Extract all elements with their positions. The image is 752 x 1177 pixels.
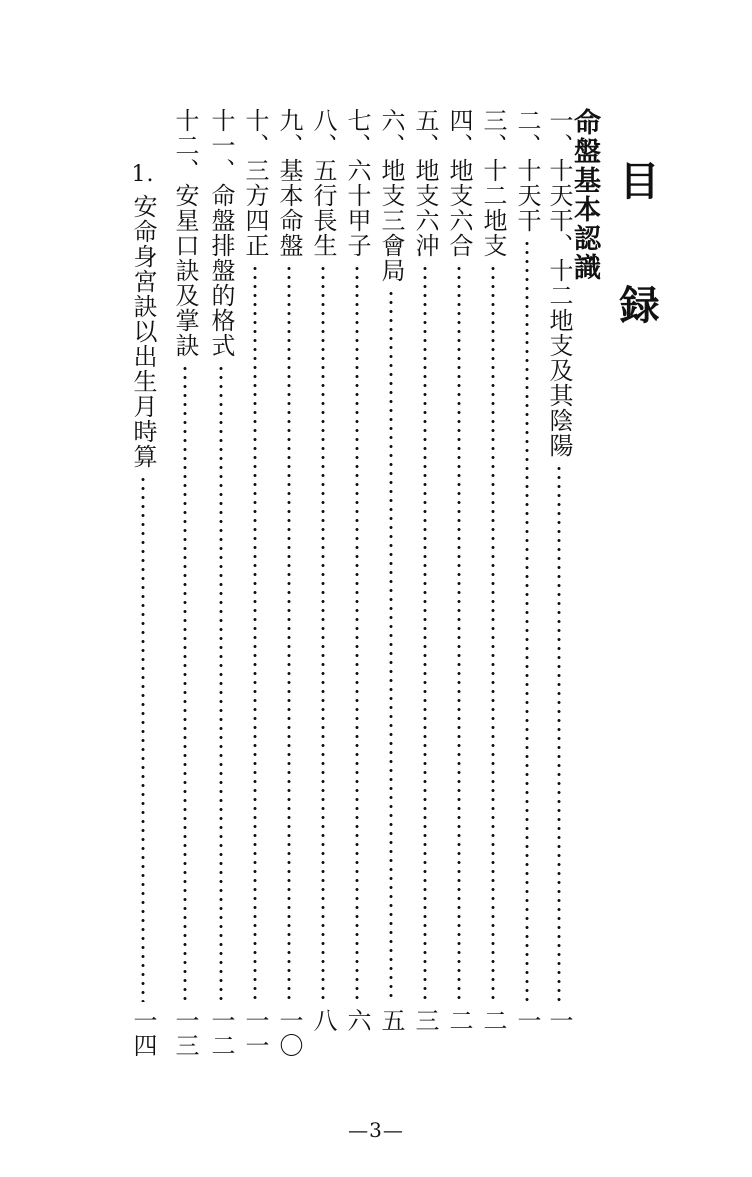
toc-entry-11[interactable] <box>206 108 236 1072</box>
toc-entry-4[interactable] <box>444 108 474 1072</box>
toc-entry-8[interactable] <box>308 108 338 1072</box>
toc-entry-5[interactable] <box>410 108 440 1072</box>
dot-leader <box>557 464 561 1002</box>
toc-entry-label: 二、十天干 <box>513 108 541 233</box>
toc-entry-label: 十、三方四正 <box>241 108 269 258</box>
toc-entry-10[interactable] <box>240 108 270 1072</box>
toc-page-number: 六 <box>343 1008 371 1033</box>
dot-leader <box>525 239 529 1002</box>
toc-entry-label: 1.安命身宮訣以出生月時算 <box>129 162 157 469</box>
page-number: —3— <box>348 1118 404 1142</box>
dot-leader <box>183 364 187 1002</box>
toc-entry-label: 十一、命盤排盤的格式 <box>207 108 235 358</box>
toc-entry-label: 四、地支六合 <box>445 108 473 258</box>
toc-entry-6[interactable] <box>376 108 406 1072</box>
toc-page-number: 一一 <box>241 1008 269 1058</box>
toc-entry-label: 七、六十甲子 <box>343 108 371 258</box>
toc-page-number: 一四 <box>129 1008 157 1058</box>
toc-page-number: 一三 <box>171 1008 199 1058</box>
dot-leader <box>491 264 495 1002</box>
section-title: 命盤基本認識 <box>569 108 600 282</box>
dot-leader <box>321 264 325 1002</box>
toc-entry-7[interactable] <box>342 108 372 1072</box>
toc-entry-label: 五、地支六沖 <box>411 108 439 258</box>
page-title: 目 録 <box>613 160 659 346</box>
toc-entry-label: 一、十天干、十二地支及其陰陽 <box>545 108 573 458</box>
toc-entry-9[interactable] <box>274 108 304 1072</box>
toc-entry-label: 十二、安星口訣及掌訣 <box>171 108 199 358</box>
toc-page-number: 三 <box>411 1008 439 1033</box>
dot-leader <box>389 289 393 1002</box>
toc-page-number: 二 <box>445 1008 473 1033</box>
dot-leader <box>253 264 257 1002</box>
dot-leader <box>287 264 291 1002</box>
toc-entry-label: 六、地支三會局 <box>377 108 405 283</box>
toc-page-number: 二 <box>479 1008 507 1033</box>
toc-entry-12[interactable] <box>170 108 200 1072</box>
toc-entry-1[interactable] <box>544 108 574 1072</box>
toc-entry-2[interactable] <box>512 108 542 1072</box>
toc-page-number: 一二 <box>207 1008 235 1058</box>
toc-page-number: 五 <box>377 1008 405 1033</box>
toc-page-number: 一〇 <box>275 1008 303 1058</box>
toc-page-number: 一 <box>513 1008 541 1033</box>
toc-subentry-1[interactable] <box>128 160 158 1072</box>
toc-page-number: 一 <box>545 1008 573 1033</box>
toc-page-number: 八 <box>309 1008 337 1033</box>
dot-leader <box>219 364 223 1002</box>
dot-leader <box>457 264 461 1002</box>
toc-entry-3[interactable] <box>478 108 508 1072</box>
dot-leader <box>141 475 145 1002</box>
dot-leader <box>355 264 359 1002</box>
toc-entry-label: 九、基本命盤 <box>275 108 303 258</box>
toc-entry-label: 三、十二地支 <box>479 108 507 258</box>
toc-entry-label: 八、五行長生 <box>309 108 337 258</box>
dot-leader <box>423 264 427 1002</box>
